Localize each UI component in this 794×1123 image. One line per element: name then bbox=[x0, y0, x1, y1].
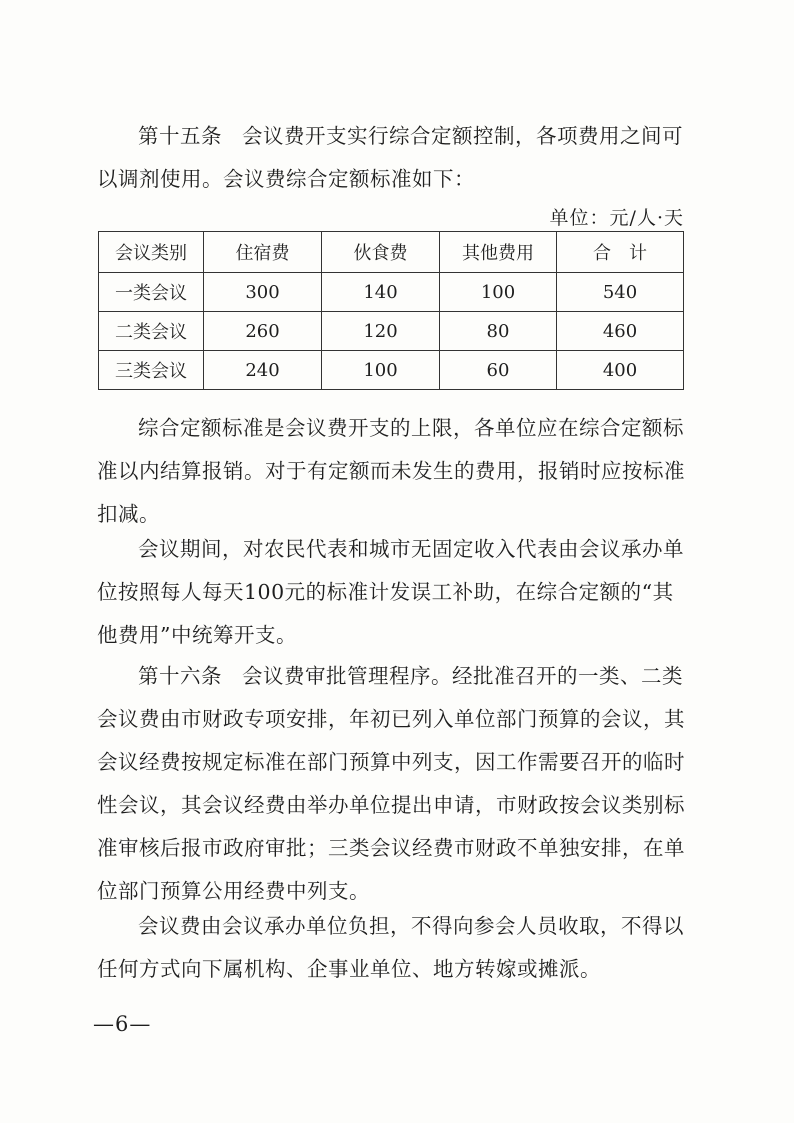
article-16-line-5: 准审核后报市政府审批；三类会议经费市财政不单独安排，在单 bbox=[97, 836, 685, 860]
article-15-label: 第十五条 bbox=[138, 124, 222, 148]
article-15-line-2: 以调剂使用。会议费综合定额标准如下： bbox=[97, 167, 475, 191]
cell-other: 80 bbox=[440, 312, 557, 351]
article-15-paragraph bbox=[97, 115, 685, 201]
cell-total: 540 bbox=[557, 273, 684, 312]
cost-burden-line-1: 会议费由会议承办单位负担，不得向参会人员收取，不得以 bbox=[138, 914, 684, 938]
header-lodging: 住宿费 bbox=[204, 232, 322, 273]
quota-limit-paragraph bbox=[97, 407, 685, 536]
cell-lodging: 300 bbox=[204, 273, 322, 312]
cell-meals: 100 bbox=[322, 351, 440, 390]
quota-limit-line-1: 综合定额标准是会议费开支的上限，各单位应在综合定额标 bbox=[138, 416, 684, 440]
article-16-line-2: 会议费由市财政专项安排，年初已列入单位部门预算的会议，其 bbox=[97, 707, 685, 731]
table-row bbox=[99, 351, 684, 390]
subsidy-line-1: 会议期间，对农民代表和城市无固定收入代表由会议承办单 bbox=[138, 537, 684, 561]
table-row bbox=[99, 312, 684, 351]
cell-meals: 120 bbox=[322, 312, 440, 351]
header-meals: 伙食费 bbox=[322, 232, 440, 273]
cell-lodging: 260 bbox=[204, 312, 322, 351]
meeting-fee-table bbox=[98, 231, 684, 390]
table-unit-label: 单位：元/人·天 bbox=[549, 207, 684, 229]
cell-category: 二类会议 bbox=[99, 312, 204, 351]
article-16-label: 第十六条 bbox=[138, 664, 222, 688]
cell-category: 一类会议 bbox=[99, 273, 204, 312]
cost-burden-paragraph bbox=[97, 905, 685, 991]
article-15-line-1: 第十五条 会议费开支实行综合定额控制，各项费用之间可 bbox=[138, 124, 683, 148]
subsidy-paragraph bbox=[97, 528, 685, 657]
cell-total: 400 bbox=[557, 351, 684, 390]
page-number: —6— bbox=[93, 1012, 152, 1036]
cell-category: 三类会议 bbox=[99, 351, 204, 390]
table-header-row bbox=[99, 232, 684, 273]
article-16-line-3: 会议经费按规定标准在部门预算中列支，因工作需要召开的临时 bbox=[97, 750, 685, 774]
header-other: 其他费用 bbox=[440, 232, 557, 273]
cell-lodging: 240 bbox=[204, 351, 322, 390]
cell-other: 60 bbox=[440, 351, 557, 390]
cell-other: 100 bbox=[440, 273, 557, 312]
cost-burden-line-2: 任何方式向下属机构、企事业单位、地方转嫁或摊派。 bbox=[97, 957, 601, 981]
quota-limit-line-2: 准以内结算报销。对于有定额而未发生的费用，报销时应按标准 bbox=[97, 459, 685, 483]
header-total: 合 计 bbox=[557, 232, 684, 273]
cell-total: 460 bbox=[557, 312, 684, 351]
subsidy-line-3: 他费用”中统筹开支。 bbox=[97, 623, 297, 647]
article-16-line-1: 第十六条 会议费审批管理程序。经批准召开的一类、二类 bbox=[138, 664, 683, 688]
table-row bbox=[99, 273, 684, 312]
quota-limit-line-3: 扣减。 bbox=[97, 502, 160, 526]
cell-meals: 140 bbox=[322, 273, 440, 312]
header-category: 会议类别 bbox=[99, 232, 204, 273]
article-16-paragraph bbox=[97, 655, 685, 913]
subsidy-line-2: 位按照每人每天100元的标准计发误工补助，在综合定额的“其 bbox=[97, 580, 674, 604]
article-16-line-4: 性会议，其会议经费由举办单位提出申请，市财政按会议类别标 bbox=[97, 793, 685, 817]
article-16-line-6: 位部门预算公用经费中列支。 bbox=[97, 879, 370, 903]
